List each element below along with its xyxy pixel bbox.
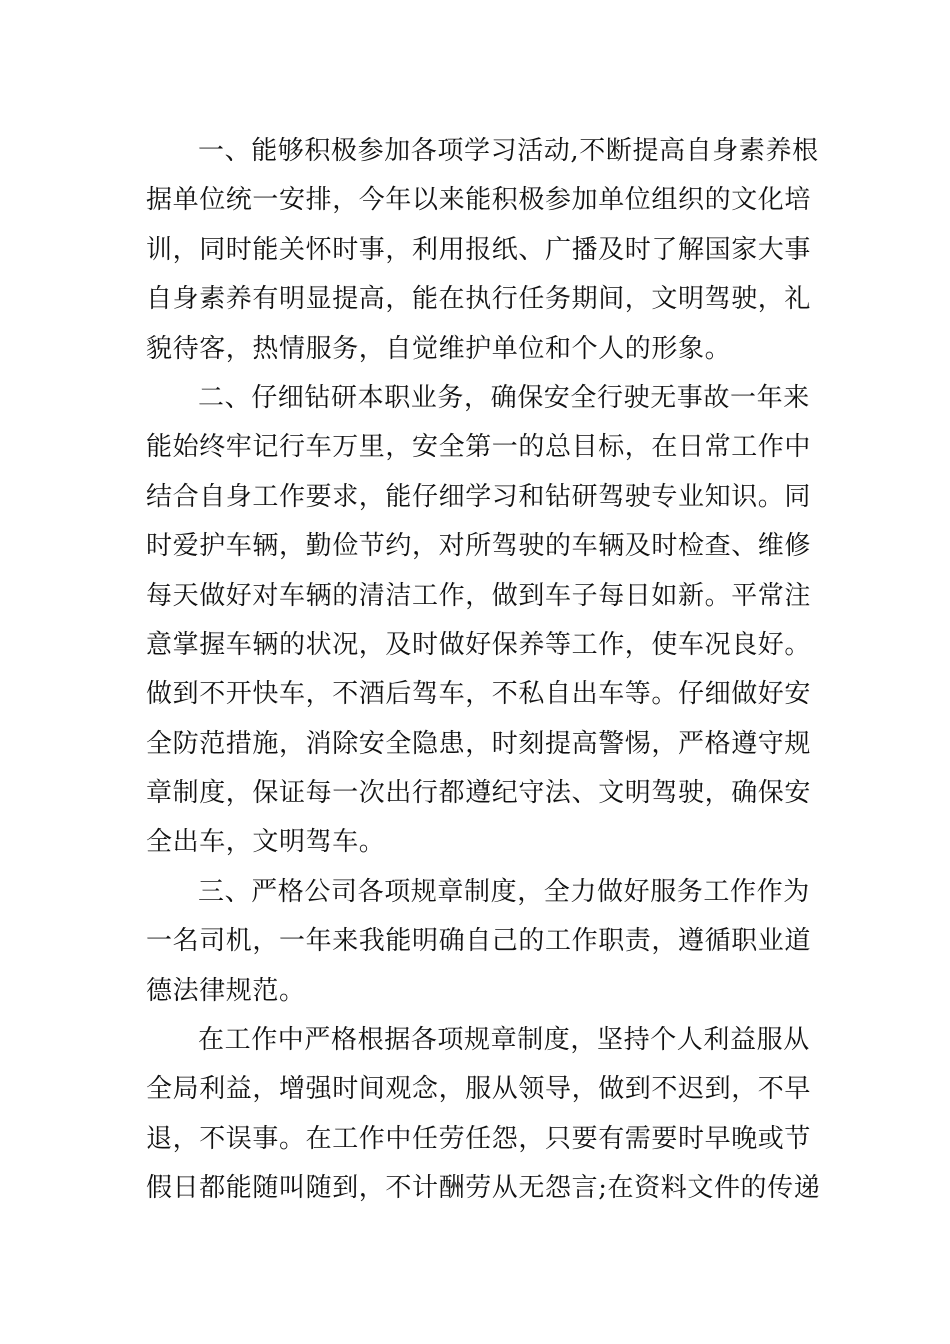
text-line: 做到不开快车，不酒后驾车，不私自出车等。仔细做好安	[146, 679, 812, 710]
text-line: 貌待客，热情服务，自觉维护单位和个人的形象。	[146, 333, 732, 364]
text-line: 一、能够积极参加各项学习活动,不断提高自身素养根	[198, 136, 819, 166]
text-line: 德法律规范。	[146, 975, 306, 1006]
text-line: 二、仔细钻研本职业务，确保安全行驶无事故一年来	[198, 382, 810, 413]
text-line: 时爱护车辆，勤俭节约，对所驾驶的车辆及时检查、维修	[146, 531, 812, 562]
text-line: 据单位统一安排，今年以来能积极参加单位组织的文化培	[146, 185, 812, 216]
text-line: 能始终牢记行车万里，安全第一的总目标，在日常工作中	[146, 432, 812, 463]
text-line: 自身素养有明显提高，能在执行任务期间，文明驾驶，礼	[146, 284, 812, 315]
text-line: 每天做好对车辆的清洁工作，做到车子每日如新。平常注	[146, 580, 812, 611]
text-line: 退，不误事。在工作中任劳任怨，只要有需要时早晚或节	[146, 1123, 812, 1154]
text-line: 在工作中严格根据各项规章制度，坚持个人利益服从	[198, 1025, 810, 1056]
text-line: 全防范措施，消除安全隐患，时刻提高警惕，严格遵守规	[146, 728, 812, 759]
text-line: 一名司机，一年来我能明确自己的工作职责，遵循职业道	[146, 926, 812, 957]
text-line: 意掌握车辆的状况，及时做好保养等工作，使车况良好。	[146, 629, 812, 660]
text-line: 训，同时能关怀时事，利用报纸、广播及时了解国家大事	[146, 234, 812, 265]
text-line: 全局利益，增强时间观念，服从领导，做到不迟到，不早	[146, 1074, 812, 1105]
text-line: 章制度，保证每一次出行都遵纪守法、文明驾驶，确保安	[146, 778, 812, 809]
document-page	[146, 127, 821, 1214]
text-line: 假日都能随叫随到，不计酬劳从无怨言;在资料文件的传递	[146, 1173, 821, 1204]
text-line: 三、严格公司各项规章制度，全力做好服务工作作为	[198, 876, 810, 907]
text-line: 全出车，文明驾车。	[146, 827, 386, 858]
text-line: 结合自身工作要求，能仔细学习和钻研驾驶专业知识。同	[146, 481, 812, 512]
